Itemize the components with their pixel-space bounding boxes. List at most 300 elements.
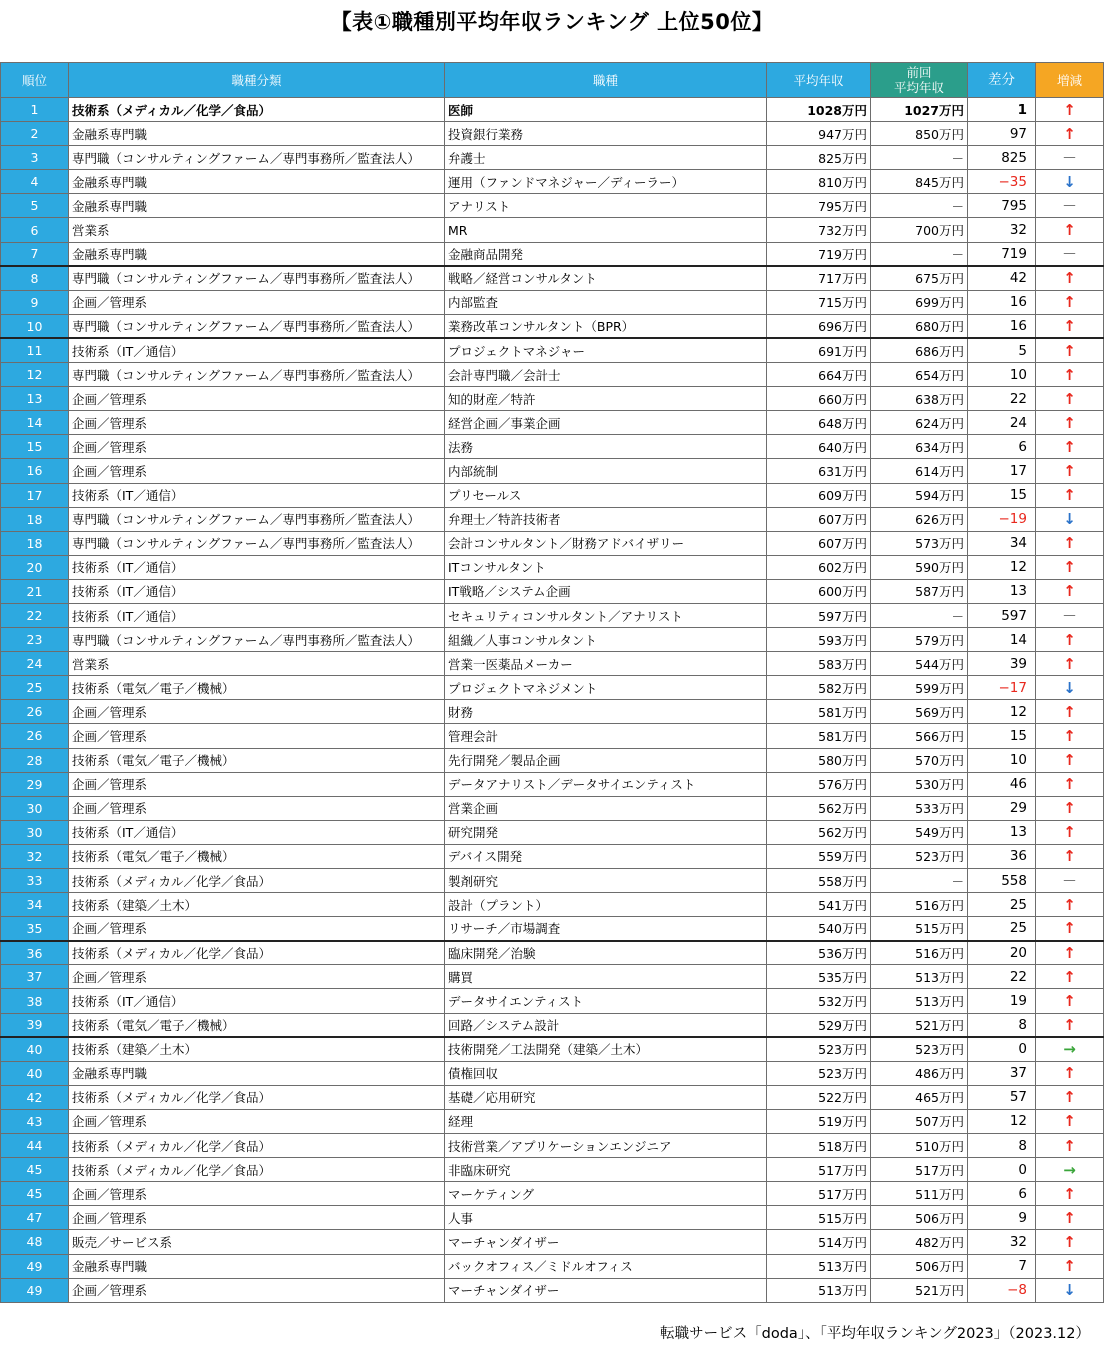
difference-cell: 13 xyxy=(968,579,1036,603)
category-cell: 技術系（建築／土木） xyxy=(69,1037,445,1061)
difference-cell: 15 xyxy=(968,724,1036,748)
previous-salary-cell: 506万円 xyxy=(871,1206,968,1230)
average-salary-cell: 581万円 xyxy=(767,700,871,724)
rank-cell: 15 xyxy=(1,435,69,459)
average-salary-cell: 535万円 xyxy=(767,965,871,989)
job-cell: 会計専門職／会計士 xyxy=(445,363,767,387)
category-cell: 金融系専門職 xyxy=(69,242,445,266)
average-salary-cell: 600万円 xyxy=(767,579,871,603)
job-cell: 財務 xyxy=(445,700,767,724)
average-salary-cell: 609万円 xyxy=(767,483,871,507)
average-salary-cell: 640万円 xyxy=(767,435,871,459)
job-cell: プロジェクトマネジャー xyxy=(445,338,767,362)
previous-salary-cell: 587万円 xyxy=(871,579,968,603)
difference-cell: 0 xyxy=(968,1037,1036,1061)
previous-salary-cell: 626万円 xyxy=(871,507,968,531)
arrow-up-icon: ↑ xyxy=(1036,435,1104,459)
arrow-right-icon: → xyxy=(1036,1037,1104,1061)
average-salary-cell: 580万円 xyxy=(767,748,871,772)
previous-salary-cell: 544万円 xyxy=(871,652,968,676)
category-cell: 企画／管理系 xyxy=(69,1182,445,1206)
difference-cell: 597 xyxy=(968,603,1036,627)
difference-cell: −35 xyxy=(968,170,1036,194)
arrow-up-icon: ↑ xyxy=(1036,917,1104,941)
previous-salary-cell: 549万円 xyxy=(871,820,968,844)
job-cell: 投資銀行業務 xyxy=(445,122,767,146)
category-cell: 専門職（コンサルティングファーム／専門事務所／監査法人） xyxy=(69,146,445,170)
rank-cell: 4 xyxy=(1,170,69,194)
table-row xyxy=(1,1013,1104,1037)
previous-salary-cell: － xyxy=(871,242,968,266)
difference-cell: 0 xyxy=(968,1158,1036,1182)
job-cell: データサイエンティスト xyxy=(445,989,767,1013)
job-cell: プリセールス xyxy=(445,483,767,507)
job-cell: 技術営業／アプリケーションエンジニア xyxy=(445,1134,767,1158)
arrow-up-icon: ↑ xyxy=(1036,290,1104,314)
table-row xyxy=(1,917,1104,941)
arrow-up-icon: ↑ xyxy=(1036,628,1104,652)
job-cell: リサーチ／市場調査 xyxy=(445,917,767,941)
average-salary-cell: 719万円 xyxy=(767,242,871,266)
page-title: 【表①職種別平均年収ランキング 上位50位】 xyxy=(330,10,774,34)
arrow-up-icon: ↑ xyxy=(1036,314,1104,338)
header-previous-line2: 平均年収 xyxy=(893,80,944,95)
rank-cell: 26 xyxy=(1,700,69,724)
difference-cell: 37 xyxy=(968,1061,1036,1085)
table-row xyxy=(1,170,1104,194)
average-salary-cell: 810万円 xyxy=(767,170,871,194)
rank-cell: 49 xyxy=(1,1278,69,1302)
rank-cell: 47 xyxy=(1,1206,69,1230)
previous-salary-cell: 638万円 xyxy=(871,387,968,411)
arrow-up-icon: ↑ xyxy=(1036,1206,1104,1230)
average-salary-cell: 597万円 xyxy=(767,603,871,627)
job-cell: ITコンサルタント xyxy=(445,555,767,579)
difference-cell: 9 xyxy=(968,1206,1036,1230)
arrow-up-icon: ↑ xyxy=(1036,772,1104,796)
difference-cell: 10 xyxy=(968,748,1036,772)
average-salary-cell: 631万円 xyxy=(767,459,871,483)
job-cell: 基礎／応用研究 xyxy=(445,1085,767,1109)
category-cell: 企画／管理系 xyxy=(69,387,445,411)
rank-cell: 8 xyxy=(1,266,69,290)
job-cell: 法務 xyxy=(445,435,767,459)
category-cell: 企画／管理系 xyxy=(69,459,445,483)
table-row xyxy=(1,555,1104,579)
category-cell: 技術系（IT／通信） xyxy=(69,820,445,844)
average-salary-cell: 517万円 xyxy=(767,1182,871,1206)
category-cell: 企画／管理系 xyxy=(69,435,445,459)
category-cell: 企画／管理系 xyxy=(69,965,445,989)
rank-cell: 3 xyxy=(1,146,69,170)
dash-icon: － xyxy=(1036,242,1104,266)
average-salary-cell: 696万円 xyxy=(767,314,871,338)
category-cell: 企画／管理系 xyxy=(69,917,445,941)
category-cell: 技術系（電気／電子／機械） xyxy=(69,1013,445,1037)
category-cell: 金融系専門職 xyxy=(69,122,445,146)
average-salary-cell: 523万円 xyxy=(767,1061,871,1085)
job-cell: セキュリティコンサルタント／アナリスト xyxy=(445,603,767,627)
job-cell: デバイス開発 xyxy=(445,844,767,868)
difference-cell: 46 xyxy=(968,772,1036,796)
arrow-up-icon: ↑ xyxy=(1036,1230,1104,1254)
job-cell: 内部監査 xyxy=(445,290,767,314)
table-row xyxy=(1,1206,1104,1230)
job-cell: 非臨床研究 xyxy=(445,1158,767,1182)
previous-salary-cell: 516万円 xyxy=(871,893,968,917)
source-credit: 転職サービス「doda」、「平均年収ランキング2023」（2023.12） xyxy=(660,1326,1090,1342)
arrow-up-icon: ↑ xyxy=(1036,579,1104,603)
average-salary-cell: 536万円 xyxy=(767,941,871,965)
rank-cell: 28 xyxy=(1,748,69,772)
average-salary-cell: 540万円 xyxy=(767,917,871,941)
difference-cell: 795 xyxy=(968,194,1036,218)
previous-salary-cell: 523万円 xyxy=(871,844,968,868)
average-salary-cell: 529万円 xyxy=(767,1013,871,1037)
difference-cell: 24 xyxy=(968,411,1036,435)
previous-salary-cell: 599万円 xyxy=(871,676,968,700)
average-salary-cell: 582万円 xyxy=(767,676,871,700)
average-salary-cell: 519万円 xyxy=(767,1109,871,1133)
table-row xyxy=(1,387,1104,411)
rank-cell: 42 xyxy=(1,1085,69,1109)
difference-cell: 36 xyxy=(968,844,1036,868)
arrow-up-icon: ↑ xyxy=(1036,411,1104,435)
average-salary-cell: 541万円 xyxy=(767,893,871,917)
average-salary-cell: 532万円 xyxy=(767,989,871,1013)
table-row xyxy=(1,1061,1104,1085)
table-row xyxy=(1,748,1104,772)
job-cell: 医師 xyxy=(445,98,767,122)
header-job: 職種 xyxy=(445,63,767,98)
job-cell: IT戦略／システム企画 xyxy=(445,579,767,603)
average-salary-cell: 795万円 xyxy=(767,194,871,218)
previous-salary-cell: 516万円 xyxy=(871,941,968,965)
category-cell: 技術系（IT／通信） xyxy=(69,989,445,1013)
category-cell: 企画／管理系 xyxy=(69,796,445,820)
average-salary-cell: 513万円 xyxy=(767,1278,871,1302)
previous-salary-cell: 624万円 xyxy=(871,411,968,435)
header-previous-line1: 前回 xyxy=(906,65,932,80)
job-cell: 製剤研究 xyxy=(445,869,767,893)
difference-cell: 17 xyxy=(968,459,1036,483)
average-salary-cell: 717万円 xyxy=(767,266,871,290)
arrow-right-icon: → xyxy=(1036,1158,1104,1182)
category-cell: 金融系専門職 xyxy=(69,1061,445,1085)
table-row xyxy=(1,290,1104,314)
category-cell: 企画／管理系 xyxy=(69,724,445,748)
average-salary-cell: 648万円 xyxy=(767,411,871,435)
category-cell: 技術系（メディカル／化学／食品） xyxy=(69,1134,445,1158)
previous-salary-cell: 614万円 xyxy=(871,459,968,483)
previous-salary-cell: 521万円 xyxy=(871,1013,968,1037)
previous-salary-cell: 850万円 xyxy=(871,122,968,146)
arrow-up-icon: ↑ xyxy=(1036,1134,1104,1158)
difference-cell: 12 xyxy=(968,555,1036,579)
dash-icon: － xyxy=(1036,146,1104,170)
table-row xyxy=(1,893,1104,917)
difference-cell: −8 xyxy=(968,1278,1036,1302)
arrow-up-icon: ↑ xyxy=(1036,1061,1104,1085)
job-cell: MR xyxy=(445,218,767,242)
arrow-up-icon: ↑ xyxy=(1036,531,1104,555)
average-salary-cell: 593万円 xyxy=(767,628,871,652)
header-difference: 差分 xyxy=(968,63,1036,98)
rank-cell: 6 xyxy=(1,218,69,242)
table-row xyxy=(1,483,1104,507)
job-cell: マーチャンダイザー xyxy=(445,1230,767,1254)
job-cell: 弁理士／特許技術者 xyxy=(445,507,767,531)
header-average-salary: 平均年収 xyxy=(767,63,871,98)
table-row xyxy=(1,363,1104,387)
category-cell: 専門職（コンサルティングファーム／専門事務所／監査法人） xyxy=(69,314,445,338)
previous-salary-cell: 590万円 xyxy=(871,555,968,579)
difference-cell: 5 xyxy=(968,338,1036,362)
category-cell: 企画／管理系 xyxy=(69,1206,445,1230)
average-salary-cell: 660万円 xyxy=(767,387,871,411)
header-previous-salary xyxy=(871,63,968,98)
job-cell: 組織／人事コンサルタント xyxy=(445,628,767,652)
table-row xyxy=(1,98,1104,122)
rank-cell: 14 xyxy=(1,411,69,435)
average-salary-cell: 947万円 xyxy=(767,122,871,146)
arrow-up-icon: ↑ xyxy=(1036,893,1104,917)
job-cell: 内部統制 xyxy=(445,459,767,483)
rank-cell: 37 xyxy=(1,965,69,989)
arrow-up-icon: ↑ xyxy=(1036,796,1104,820)
difference-cell: 1 xyxy=(968,98,1036,122)
rank-cell: 23 xyxy=(1,628,69,652)
rank-cell: 40 xyxy=(1,1061,69,1085)
arrow-up-icon: ↑ xyxy=(1036,941,1104,965)
job-cell: プロジェクトマネジメント xyxy=(445,676,767,700)
category-cell: 専門職（コンサルティングファーム／専門事務所／監査法人） xyxy=(69,266,445,290)
rank-cell: 44 xyxy=(1,1134,69,1158)
table-row xyxy=(1,122,1104,146)
arrow-up-icon: ↑ xyxy=(1036,1109,1104,1133)
category-cell: 専門職（コンサルティングファーム／専門事務所／監査法人） xyxy=(69,363,445,387)
table-row xyxy=(1,989,1104,1013)
previous-salary-cell: 570万円 xyxy=(871,748,968,772)
table-row xyxy=(1,146,1104,170)
table-row xyxy=(1,411,1104,435)
job-cell: 先行開発／製品企画 xyxy=(445,748,767,772)
dash-icon: － xyxy=(1036,194,1104,218)
category-cell: 技術系（メディカル／化学／食品） xyxy=(69,1158,445,1182)
average-salary-cell: 691万円 xyxy=(767,338,871,362)
arrow-up-icon: ↑ xyxy=(1036,387,1104,411)
arrow-up-icon: ↑ xyxy=(1036,989,1104,1013)
previous-salary-cell: 699万円 xyxy=(871,290,968,314)
table-row xyxy=(1,507,1104,531)
category-cell: 企画／管理系 xyxy=(69,290,445,314)
previous-salary-cell: － xyxy=(871,194,968,218)
arrow-down-icon: ↓ xyxy=(1036,676,1104,700)
rank-cell: 45 xyxy=(1,1158,69,1182)
arrow-up-icon: ↑ xyxy=(1036,965,1104,989)
rank-cell: 17 xyxy=(1,483,69,507)
average-salary-cell: 1028万円 xyxy=(767,98,871,122)
rank-cell: 45 xyxy=(1,1182,69,1206)
category-cell: 販売／サービス系 xyxy=(69,1230,445,1254)
difference-cell: 97 xyxy=(968,122,1036,146)
difference-cell: −17 xyxy=(968,676,1036,700)
arrow-up-icon: ↑ xyxy=(1036,844,1104,868)
rank-cell: 30 xyxy=(1,796,69,820)
difference-cell: 6 xyxy=(968,435,1036,459)
difference-cell: 6 xyxy=(968,1182,1036,1206)
table-row xyxy=(1,1254,1104,1278)
job-cell: アナリスト xyxy=(445,194,767,218)
table-row xyxy=(1,1158,1104,1182)
header-trend: 増減 xyxy=(1036,63,1104,98)
average-salary-cell: 576万円 xyxy=(767,772,871,796)
category-cell: 技術系（メディカル／化学／食品） xyxy=(69,98,445,122)
arrow-up-icon: ↑ xyxy=(1036,724,1104,748)
rank-cell: 1 xyxy=(1,98,69,122)
job-cell: 運用（ファンドマネジャー／ディーラー） xyxy=(445,170,767,194)
category-cell: 技術系（IT／通信） xyxy=(69,579,445,603)
arrow-down-icon: ↓ xyxy=(1036,507,1104,531)
difference-cell: 8 xyxy=(968,1013,1036,1037)
table-row xyxy=(1,435,1104,459)
difference-cell: 25 xyxy=(968,893,1036,917)
arrow-up-icon: ↑ xyxy=(1036,1085,1104,1109)
table-row xyxy=(1,724,1104,748)
rank-cell: 24 xyxy=(1,652,69,676)
previous-salary-cell: 566万円 xyxy=(871,724,968,748)
rank-cell: 2 xyxy=(1,122,69,146)
difference-cell: 10 xyxy=(968,363,1036,387)
previous-salary-cell: 686万円 xyxy=(871,338,968,362)
arrow-up-icon: ↑ xyxy=(1036,748,1104,772)
salary-ranking-table xyxy=(0,62,1104,1303)
difference-cell: 57 xyxy=(968,1085,1036,1109)
previous-salary-cell: 511万円 xyxy=(871,1182,968,1206)
table-header-row xyxy=(1,63,1104,98)
average-salary-cell: 664万円 xyxy=(767,363,871,387)
category-cell: 金融系専門職 xyxy=(69,1254,445,1278)
header-category: 職種分類 xyxy=(69,63,445,98)
average-salary-cell: 514万円 xyxy=(767,1230,871,1254)
job-cell: 経理 xyxy=(445,1109,767,1133)
difference-cell: 719 xyxy=(968,242,1036,266)
category-cell: 金融系専門職 xyxy=(69,194,445,218)
arrow-down-icon: ↓ xyxy=(1036,170,1104,194)
table-row xyxy=(1,266,1104,290)
rank-cell: 18 xyxy=(1,507,69,531)
table-row xyxy=(1,652,1104,676)
job-cell: 戦略／経営コンサルタント xyxy=(445,266,767,290)
previous-salary-cell: 569万円 xyxy=(871,700,968,724)
job-cell: データアナリスト／データサイエンティスト xyxy=(445,772,767,796)
arrow-up-icon: ↑ xyxy=(1036,459,1104,483)
rank-cell: 34 xyxy=(1,893,69,917)
average-salary-cell: 607万円 xyxy=(767,507,871,531)
category-cell: 技術系（IT／通信） xyxy=(69,338,445,362)
arrow-up-icon: ↑ xyxy=(1036,98,1104,122)
rank-cell: 10 xyxy=(1,314,69,338)
previous-salary-cell: 523万円 xyxy=(871,1037,968,1061)
rank-cell: 26 xyxy=(1,724,69,748)
table-row xyxy=(1,1182,1104,1206)
difference-cell: 12 xyxy=(968,700,1036,724)
previous-salary-cell: 634万円 xyxy=(871,435,968,459)
rank-cell: 48 xyxy=(1,1230,69,1254)
arrow-up-icon: ↑ xyxy=(1036,363,1104,387)
previous-salary-cell: － xyxy=(871,603,968,627)
difference-cell: 15 xyxy=(968,483,1036,507)
category-cell: 専門職（コンサルティングファーム／専門事務所／監査法人） xyxy=(69,507,445,531)
dash-icon: － xyxy=(1036,869,1104,893)
job-cell: 金融商品開発 xyxy=(445,242,767,266)
category-cell: 営業系 xyxy=(69,218,445,242)
job-cell: 営業一医薬品メーカー xyxy=(445,652,767,676)
arrow-up-icon: ↑ xyxy=(1036,218,1104,242)
previous-salary-cell: 533万円 xyxy=(871,796,968,820)
rank-cell: 32 xyxy=(1,844,69,868)
previous-salary-cell: 579万円 xyxy=(871,628,968,652)
table-row xyxy=(1,869,1104,893)
category-cell: 営業系 xyxy=(69,652,445,676)
difference-cell: 25 xyxy=(968,917,1036,941)
rank-cell: 9 xyxy=(1,290,69,314)
previous-salary-cell: 521万円 xyxy=(871,1278,968,1302)
job-cell: 購買 xyxy=(445,965,767,989)
average-salary-cell: 518万円 xyxy=(767,1134,871,1158)
average-salary-cell: 583万円 xyxy=(767,652,871,676)
difference-cell: 29 xyxy=(968,796,1036,820)
previous-salary-cell: 465万円 xyxy=(871,1085,968,1109)
table-row xyxy=(1,459,1104,483)
category-cell: 金融系専門職 xyxy=(69,170,445,194)
difference-cell: 12 xyxy=(968,1109,1036,1133)
average-salary-cell: 715万円 xyxy=(767,290,871,314)
table-row xyxy=(1,1134,1104,1158)
job-cell: マーチャンダイザー xyxy=(445,1278,767,1302)
job-cell: 技術開発／工法開発（建築／土木） xyxy=(445,1037,767,1061)
average-salary-cell: 515万円 xyxy=(767,1206,871,1230)
job-cell: 経営企画／事業企画 xyxy=(445,411,767,435)
average-salary-cell: 517万円 xyxy=(767,1158,871,1182)
arrow-down-icon: ↓ xyxy=(1036,1278,1104,1302)
table-row xyxy=(1,314,1104,338)
average-salary-cell: 522万円 xyxy=(767,1085,871,1109)
category-cell: 企画／管理系 xyxy=(69,700,445,724)
rank-cell: 49 xyxy=(1,1254,69,1278)
arrow-up-icon: ↑ xyxy=(1036,483,1104,507)
rank-cell: 38 xyxy=(1,989,69,1013)
average-salary-cell: 562万円 xyxy=(767,796,871,820)
previous-salary-cell: 654万円 xyxy=(871,363,968,387)
rank-cell: 40 xyxy=(1,1037,69,1061)
previous-salary-cell: 680万円 xyxy=(871,314,968,338)
arrow-up-icon: ↑ xyxy=(1036,1254,1104,1278)
job-cell: 会計コンサルタント／財務アドバイザリー xyxy=(445,531,767,555)
difference-cell: 16 xyxy=(968,290,1036,314)
table-row xyxy=(1,941,1104,965)
job-cell: 回路／システム設計 xyxy=(445,1013,767,1037)
average-salary-cell: 581万円 xyxy=(767,724,871,748)
category-cell: 技術系（IT／通信） xyxy=(69,555,445,579)
difference-cell: 22 xyxy=(968,965,1036,989)
previous-salary-cell: 517万円 xyxy=(871,1158,968,1182)
category-cell: 企画／管理系 xyxy=(69,772,445,796)
rank-cell: 30 xyxy=(1,820,69,844)
average-salary-cell: 732万円 xyxy=(767,218,871,242)
job-cell: 設計（プラント） xyxy=(445,893,767,917)
arrow-up-icon: ↑ xyxy=(1036,1013,1104,1037)
